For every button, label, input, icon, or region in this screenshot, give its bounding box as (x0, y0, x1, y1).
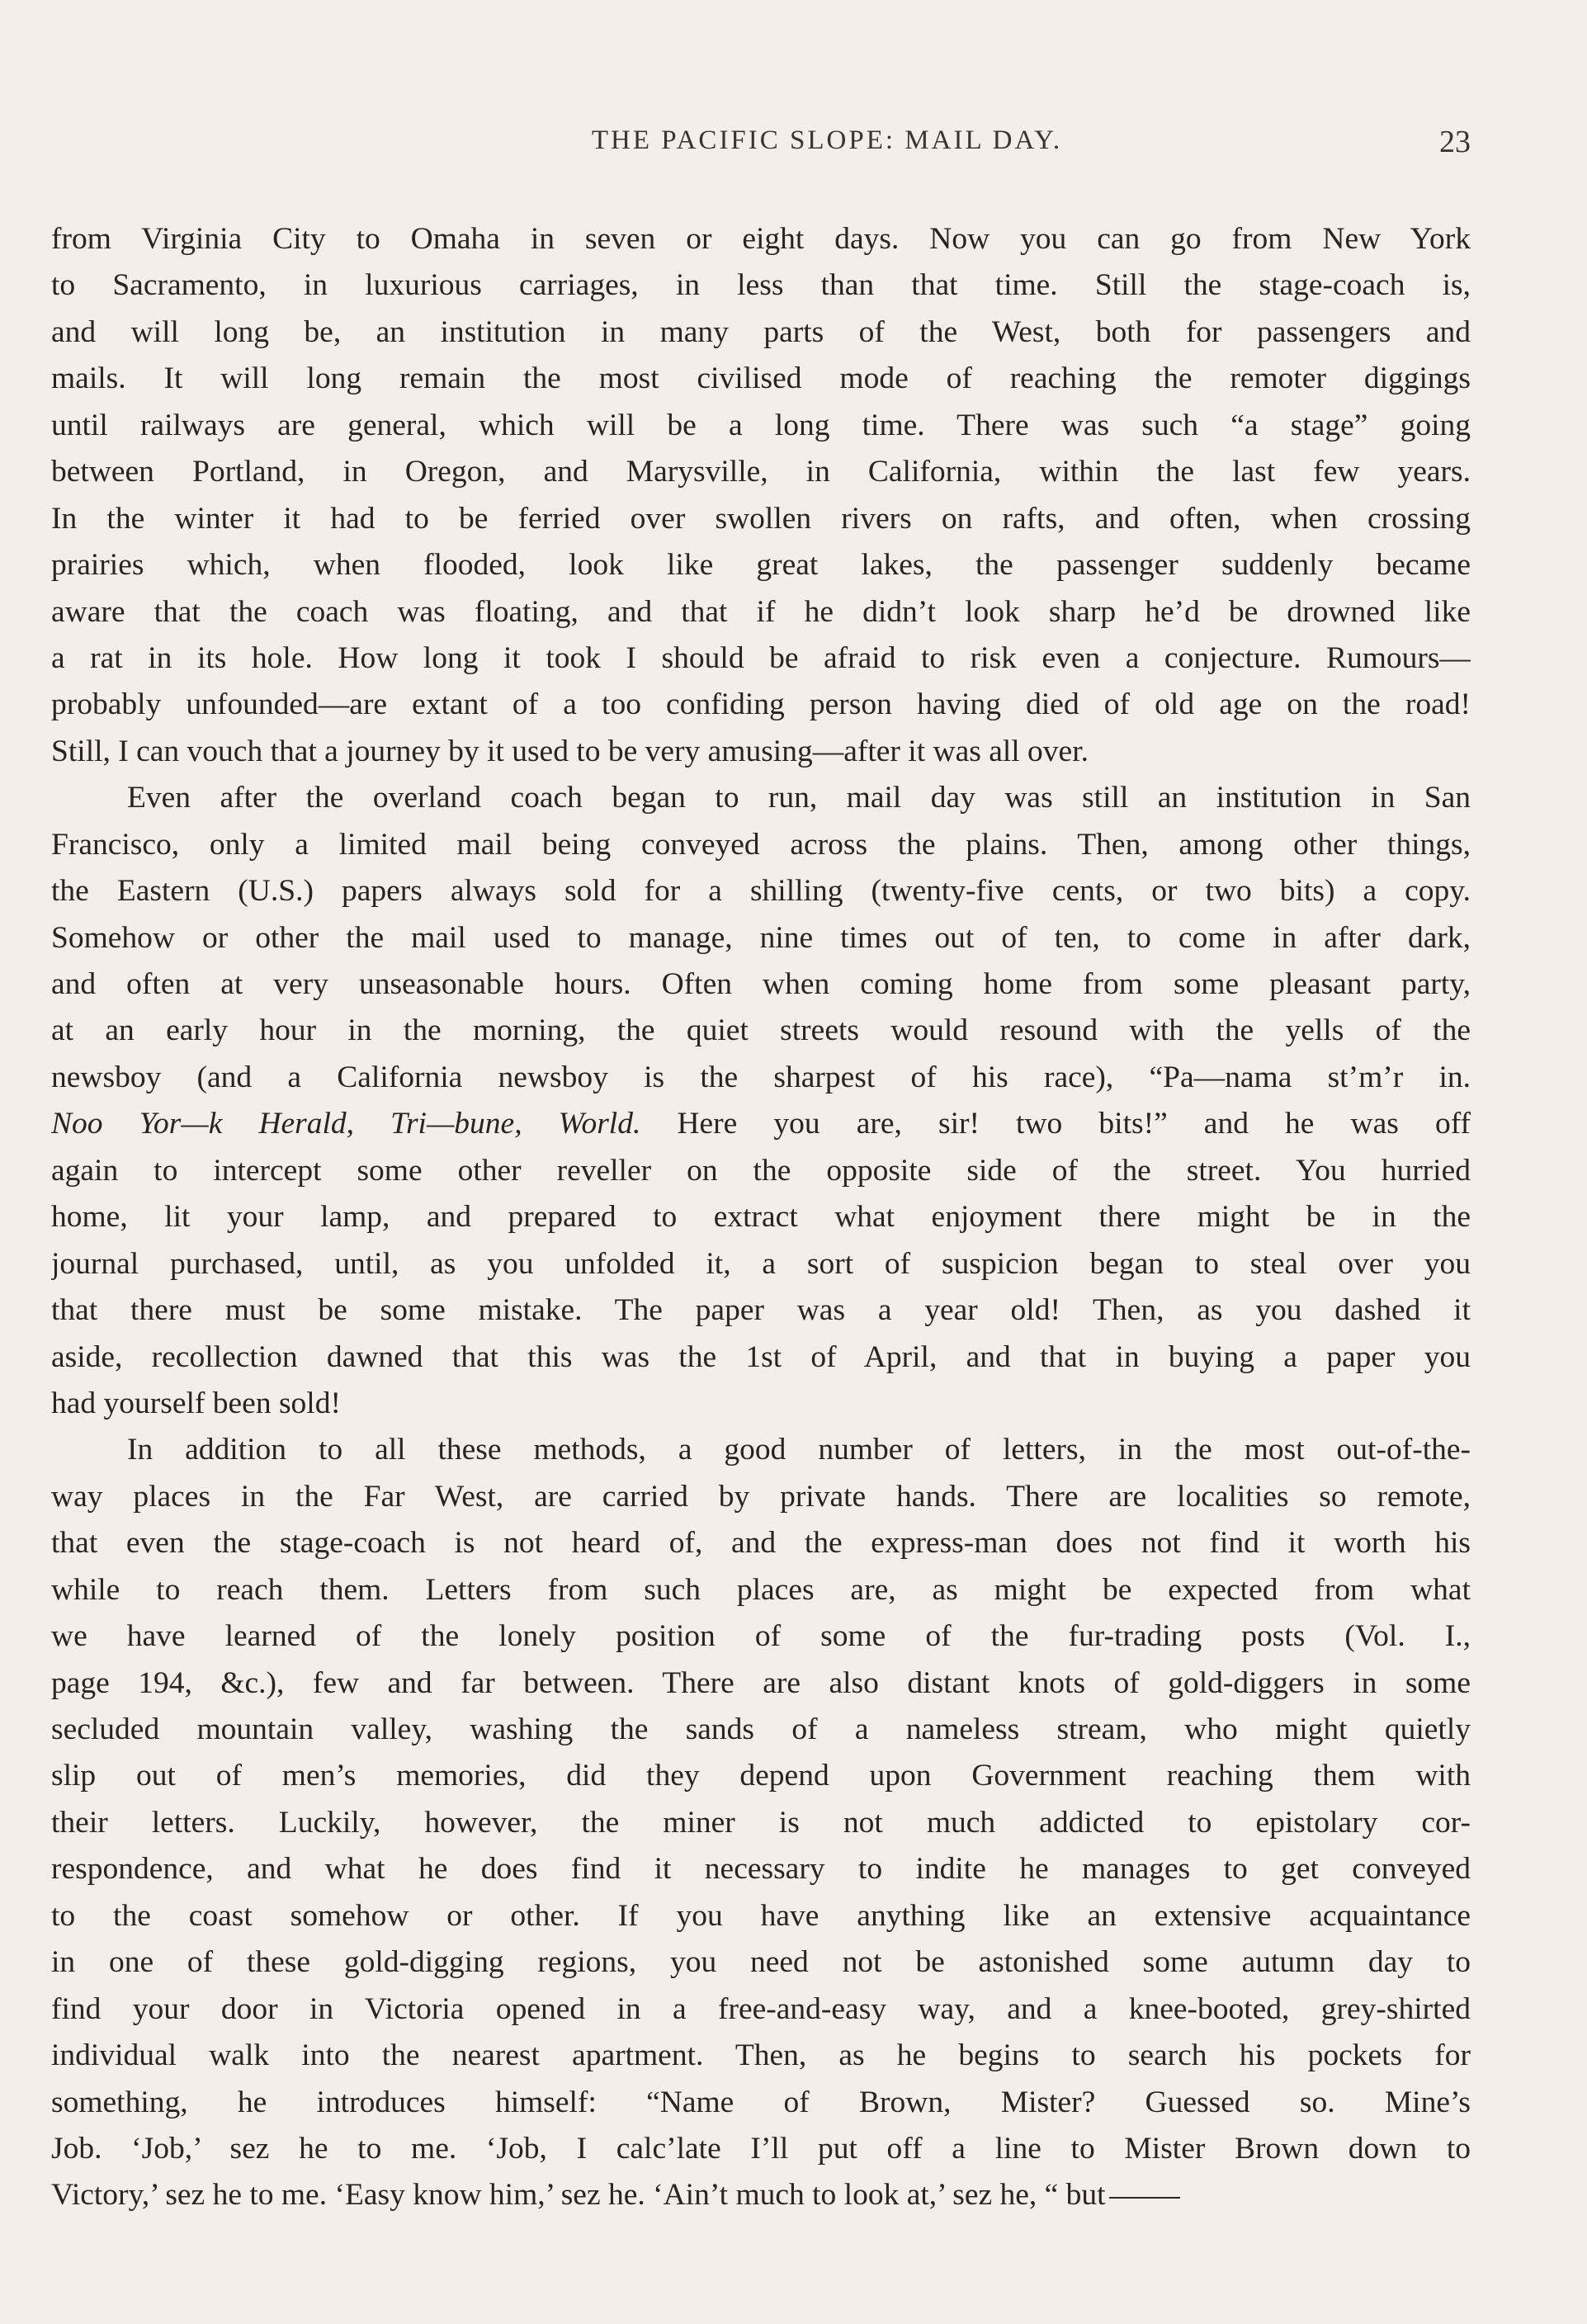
page-header (183, 125, 1471, 175)
text-line: slip out of men’s memories, did they depend upon Government reaching them with (51, 1759, 1471, 1793)
text-line: Somehow or other the mail used to manage, nine times out of ten, to come in after dark, (51, 920, 1471, 955)
text-line: and often at very unseasonable hours. Often when coming home from some pleasant party, (51, 967, 1471, 1001)
text-line: find your door in Victoria opened in a free-and-easy way, and a knee-booted, grey-shirted (51, 1991, 1471, 2026)
text-fragment: Here you are, sir! two bits!” and he was off (640, 1107, 1471, 1141)
text-line: journal purchased, until, as you unfolded it, a sort of suspicion began to steal over you (51, 1246, 1471, 1281)
paragraph-2 (51, 775, 1471, 1427)
running-head: THE PACIFIC SLOPE: MAIL DAY. (591, 125, 1063, 155)
text-line: had yourself been sold! (51, 1386, 341, 1420)
text-line: way places in the Far West, are carried by private hands. There are localities so remote, (51, 1479, 1471, 1514)
body-text (51, 216, 1471, 2219)
text-line: to the coast somehow or other. If you have anything like an extensive acquaintance (51, 1898, 1471, 1933)
trailing-dash (1109, 2197, 1180, 2199)
text-line: their letters. Luckily, however, the miner is not much addicted to epistolary cor- (51, 1805, 1471, 1840)
text-line: In the winter it had to be ferried over swollen rivers on rafts, and often, when crossing (51, 501, 1471, 536)
text-line: home, lit your lamp, and prepared to extract what enjoyment there might be in the (51, 1200, 1471, 1235)
text-line: secluded mountain valley, washing the sands of a nameless stream, who might quietly (51, 1712, 1471, 1746)
text-line: while to reach them. Letters from such places are, as might be expected from what (51, 1572, 1471, 1607)
text-line: again to intercept some other reveller on the opposite side of the street. You hurried (51, 1153, 1471, 1188)
text-line: that even the stage-coach is not heard of, and the express-man does not find it worth his (51, 1526, 1471, 1561)
text-line: that there must be some mistake. The paper was a year old! Then, as you dashed it (51, 1293, 1471, 1328)
text-line: Job. ‘Job,’ sez he to me. ‘Job, I calc’late I’ll put off a line to Mister Brown down to (51, 2131, 1471, 2166)
text-line: at an early hour in the morning, the quiet streets would resound with the yells of the (51, 1013, 1471, 1048)
text-line: page 194, &c.), few and far between. There are also distant knots of gold-diggers in some (51, 1665, 1471, 1700)
text-line: aside, recollection dawned that this was the 1st of April, and that in buying a paper you (51, 1339, 1471, 1374)
text-line: to Sacramento, in luxurious carriages, in less than that time. Still the stage-coach is, (51, 268, 1471, 303)
text-line: Even after the overland coach began to run, mail day was still an institution in San (127, 781, 1471, 815)
text-line: something, he introduces himself: “Name of Brown, Mister? Guessed so. Mine’s (51, 2085, 1471, 2119)
text-line: aware that the coach was floating, and that if he didn’t look sharp he’d be drowned like (51, 594, 1471, 629)
text-line: Francisco, only a limited mail being conveyed across the plains. Then, among other things, (51, 827, 1471, 862)
text-line: mails. It will long remain the most civilised mode of reaching the remoter diggings (51, 361, 1471, 396)
text-line: a rat in its hole. How long it took I should be afraid to risk even a conjecture. Rumours— (51, 640, 1471, 675)
paragraph-3 (51, 1427, 1471, 2218)
text-line: we have learned of the lonely position of some of the fur-trading posts (Vol. I., (51, 1619, 1471, 1654)
text-line: In addition to all these methods, a good number of letters, in the most out-of-the- (127, 1433, 1471, 1467)
text-line: from Virginia City to Omaha in seven or eight days. Now you can go from New York (51, 222, 1471, 256)
text-line-final (51, 2172, 1471, 2218)
text-line: between Portland, in Oregon, and Marysville, in California, within the last few years. (51, 455, 1471, 489)
text-line: prairies which, when flooded, look like great lakes, the passenger suddenly became (51, 548, 1471, 583)
text-line: and will long be, an institution in many parts of the West, both for passengers and (51, 314, 1471, 349)
text-line: newsboy (and a California newsboy is the sharpest of his race), “Pa—nama st’m’r in. (51, 1060, 1471, 1094)
page-number: 23 (1439, 125, 1471, 159)
italic-newspaper-names: Noo Yor—k Herald, Tri—bune, World. (51, 1107, 641, 1141)
text-line: the Eastern (U.S.) papers always sold for a shilling (twenty-five cents, or two bits) a copy. (51, 874, 1471, 909)
text-line: respondence, and what he does find it necessary to indite he manages to get conveyed (51, 1852, 1471, 1887)
text-line: Still, I can vouch that a journey by it used to be very amusing—after it was all over. (51, 734, 1089, 768)
text-line: in one of these gold-digging regions, you need not be astonished some autumn day to (51, 1945, 1471, 1980)
text-line: probably unfounded—are extant of a too confiding person having died of old age on the road! (51, 687, 1471, 722)
text-line: until railways are general, which will be a long time. There was such “a stage” going (51, 408, 1471, 442)
text-line: individual walk into the nearest apartment. Then, as he begins to search his pockets for (51, 2038, 1471, 2073)
text-fragment: Victory,’ sez he to me. ‘Easy know him,’ sez he. ‘Ain’t much to look at,’ sez he, “ but (51, 2178, 1106, 2213)
paragraph-1 (51, 216, 1471, 775)
text-line-italic (51, 1101, 1471, 1147)
